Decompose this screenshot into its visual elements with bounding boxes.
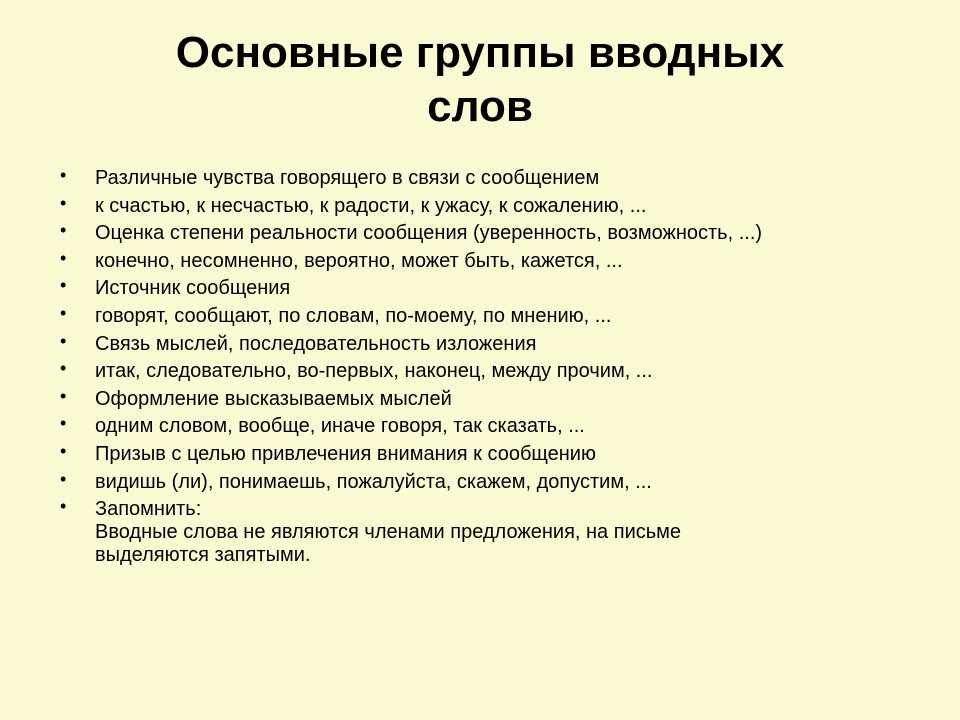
note-item [60, 498, 920, 567]
bullet-icon: • [60, 385, 67, 406]
slide-title-line-1: Основные группы вводных [175, 28, 785, 77]
note-text-line-1: Вводные слова не являются членами предложения, на письме [95, 521, 682, 544]
list-item-text: Оформление высказываемых мыслей [95, 387, 452, 410]
bullet-icon: • [60, 192, 67, 213]
bullet-icon: • [60, 165, 67, 185]
note-heading: Запомнить: [95, 498, 202, 521]
list-item [60, 222, 920, 245]
list-item-text: одним словом, вообще, иначе говоря, так сказать, ... [95, 415, 585, 438]
list-item-text: Оценка степени реальности сообщения (уверенность, возможность, ...) [95, 222, 763, 245]
list-item [60, 167, 920, 190]
bullet-icon: • [60, 496, 67, 517]
list-item [60, 247, 920, 273]
bullet-list [60, 167, 920, 572]
list-item [60, 330, 920, 356]
list-item [60, 385, 920, 411]
bullet-icon: • [60, 275, 67, 296]
bullet-icon: • [60, 220, 67, 241]
bullet-icon: • [60, 440, 67, 461]
list-item [60, 302, 920, 328]
list-item [60, 415, 920, 438]
list-item [60, 440, 920, 466]
bullet-icon: • [60, 413, 67, 434]
list-item-text: видишь (ли), понимаешь, пожалуйста, скажем, допустим, ... [95, 470, 652, 493]
list-item-text: Источник сообщения [95, 277, 291, 300]
list-item [60, 360, 920, 383]
bullet-icon: • [60, 358, 67, 379]
list-item [60, 277, 920, 300]
list-item-text: конечно, несомненно, вероятно, может быть, кажется, ... [95, 249, 623, 272]
list-item-text: к счастью, к несчастью, к радости, к ужасу, к сожалению, ... [95, 194, 647, 217]
list-item-text: Призыв с целью привлечения внимания к сообщению [95, 442, 596, 465]
bullet-icon: • [60, 302, 67, 323]
list-item [60, 192, 920, 218]
note-text-line-2: выделяются запятыми. [95, 544, 311, 567]
list-item [60, 468, 920, 494]
bullet-icon: • [60, 247, 67, 268]
list-item-text: говорят, сообщают, по словам, по-моему, по мнению, ... [95, 304, 612, 327]
slide-title-line-2: слов [427, 82, 533, 131]
list-item-text: Различные чувства говорящего в связи с сообщением [95, 167, 600, 189]
bullet-icon: • [60, 330, 67, 351]
slide-title [80, 26, 880, 134]
list-item-text: Связь мыслей, последовательность изложения [95, 332, 537, 355]
list-item-text: итак, следовательно, во-первых, наконец, между прочим, ... [95, 360, 653, 383]
bullet-icon: • [60, 468, 67, 489]
